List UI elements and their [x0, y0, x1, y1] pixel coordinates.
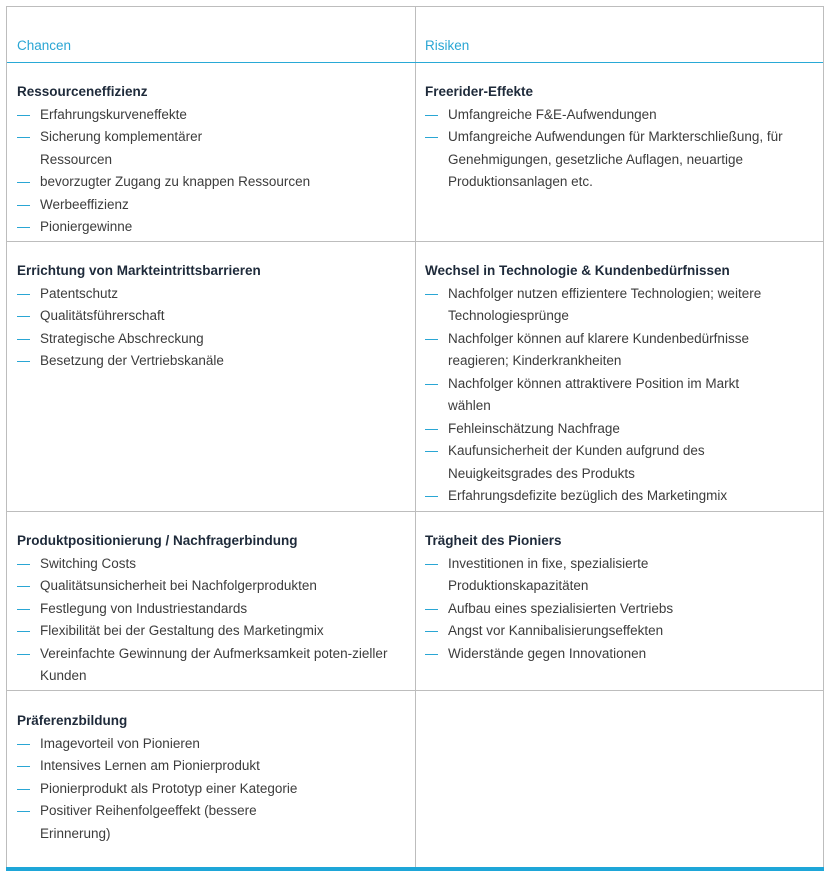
- cell-title: Ressourceneffizienz: [17, 84, 148, 99]
- list-item: Qualitätsunsicherheit bei Nachfolgerprodukten: [17, 575, 392, 598]
- cell-title: Errichtung von Markteintrittsbarrieren: [17, 263, 261, 278]
- row-separator: [7, 511, 823, 512]
- list-item: Aufbau eines spezialisierten Vertriebs: [425, 598, 815, 621]
- item-list: [17, 283, 407, 373]
- cell-traegheit-pionier: [425, 530, 815, 665]
- list-item: Festlegung von Industriestandards: [17, 598, 392, 621]
- list-item: Strategische Abschreckung: [17, 328, 407, 351]
- cell-title: Trägheit des Pioniers: [425, 533, 562, 548]
- list-item: Nachfolger können auf klarere Kundenbedürfnisse reagieren; Kinderkrankheiten: [425, 328, 795, 373]
- list-item: Nachfolger können attraktivere Position im Markt wählen: [425, 373, 758, 418]
- list-item: Nachfolger nutzen effizientere Technologien; weitere Technologiesprünge: [425, 283, 795, 328]
- list-item: Umfangreiche Aufwendungen für Markterschließung, für Genehmigungen, gesetzliche Auflagen, neuartige Produktionsanlagen etc.: [425, 126, 817, 194]
- list-item: Investitionen in fixe, spezialisierte Produktionskapazitäten: [425, 553, 738, 598]
- list-item: bevorzugter Zugang zu knappen Ressourcen: [17, 171, 407, 194]
- list-item: Flexibilität bei der Gestaltung des Marketingmix: [17, 620, 392, 643]
- list-item: Umfangreiche F&E-Aufwendungen: [425, 104, 817, 127]
- cell-markteintrittsbarrieren: [17, 260, 407, 373]
- list-item: Widerstände gegen Innovationen: [425, 643, 815, 666]
- list-item: Pionierprodukt als Prototyp einer Kategorie: [17, 778, 407, 801]
- list-item: Intensives Lernen am Pionierprodukt: [17, 755, 407, 778]
- list-item: Switching Costs: [17, 553, 392, 576]
- list-item: Pioniergewinne: [17, 216, 407, 239]
- bottom-accent-bar: [6, 867, 824, 871]
- cell-title: Freerider-Effekte: [425, 84, 534, 99]
- column-divider: [415, 7, 416, 869]
- item-list: [425, 553, 815, 666]
- cell-title: Wechsel in Technologie & Kundenbedürfnissen: [425, 263, 730, 278]
- item-list: [425, 104, 817, 194]
- header-chancen: Chancen: [17, 38, 72, 53]
- cell-praeferenzbildung: [17, 710, 407, 845]
- chancen-risiken-table: [6, 6, 824, 868]
- item-list: [17, 733, 407, 846]
- list-item: Sicherung komplementärer Ressourcen: [17, 126, 240, 171]
- item-list: [425, 283, 795, 508]
- list-item: Fehleinschätzung Nachfrage: [425, 418, 795, 441]
- item-list: [17, 104, 407, 239]
- cell-title: Produktpositionierung / Nachfragerbindung: [17, 533, 298, 548]
- item-list: [17, 553, 392, 688]
- list-item: Erfahrungsdefizite bezüglich des Marketingmix: [425, 485, 795, 508]
- list-item: Kaufunsicherheit der Kunden aufgrund des Neuigkeitsgrades des Produkts: [425, 440, 778, 485]
- cell-title: Präferenzbildung: [17, 713, 128, 728]
- list-item: Besetzung der Vertriebskanäle: [17, 350, 407, 373]
- row-separator: [7, 241, 823, 242]
- list-item: Vereinfachte Gewinnung der Aufmerksamkeit poten-zieller Kunden: [17, 643, 392, 688]
- header-risiken: Risiken: [425, 38, 470, 53]
- cell-freerider-effekte: [425, 81, 817, 194]
- list-item: Qualitätsführerschaft: [17, 305, 407, 328]
- list-item: Patentschutz: [17, 283, 407, 306]
- cell-technologie-wechsel: [425, 260, 795, 508]
- row-separator: [7, 690, 823, 691]
- list-item: Imagevorteil von Pionieren: [17, 733, 407, 756]
- list-item: Werbeeffizienz: [17, 194, 407, 217]
- list-item: Erfahrungskurveneffekte: [17, 104, 407, 127]
- list-item: Positiver Reihenfolgeeffekt (bessere Erinnerung): [17, 800, 260, 845]
- cell-produktpositionierung: [17, 530, 392, 688]
- list-item: Angst vor Kannibalisierungseffekten: [425, 620, 815, 643]
- cell-ressourceneffizienz: [17, 81, 407, 239]
- table-header: [7, 7, 823, 63]
